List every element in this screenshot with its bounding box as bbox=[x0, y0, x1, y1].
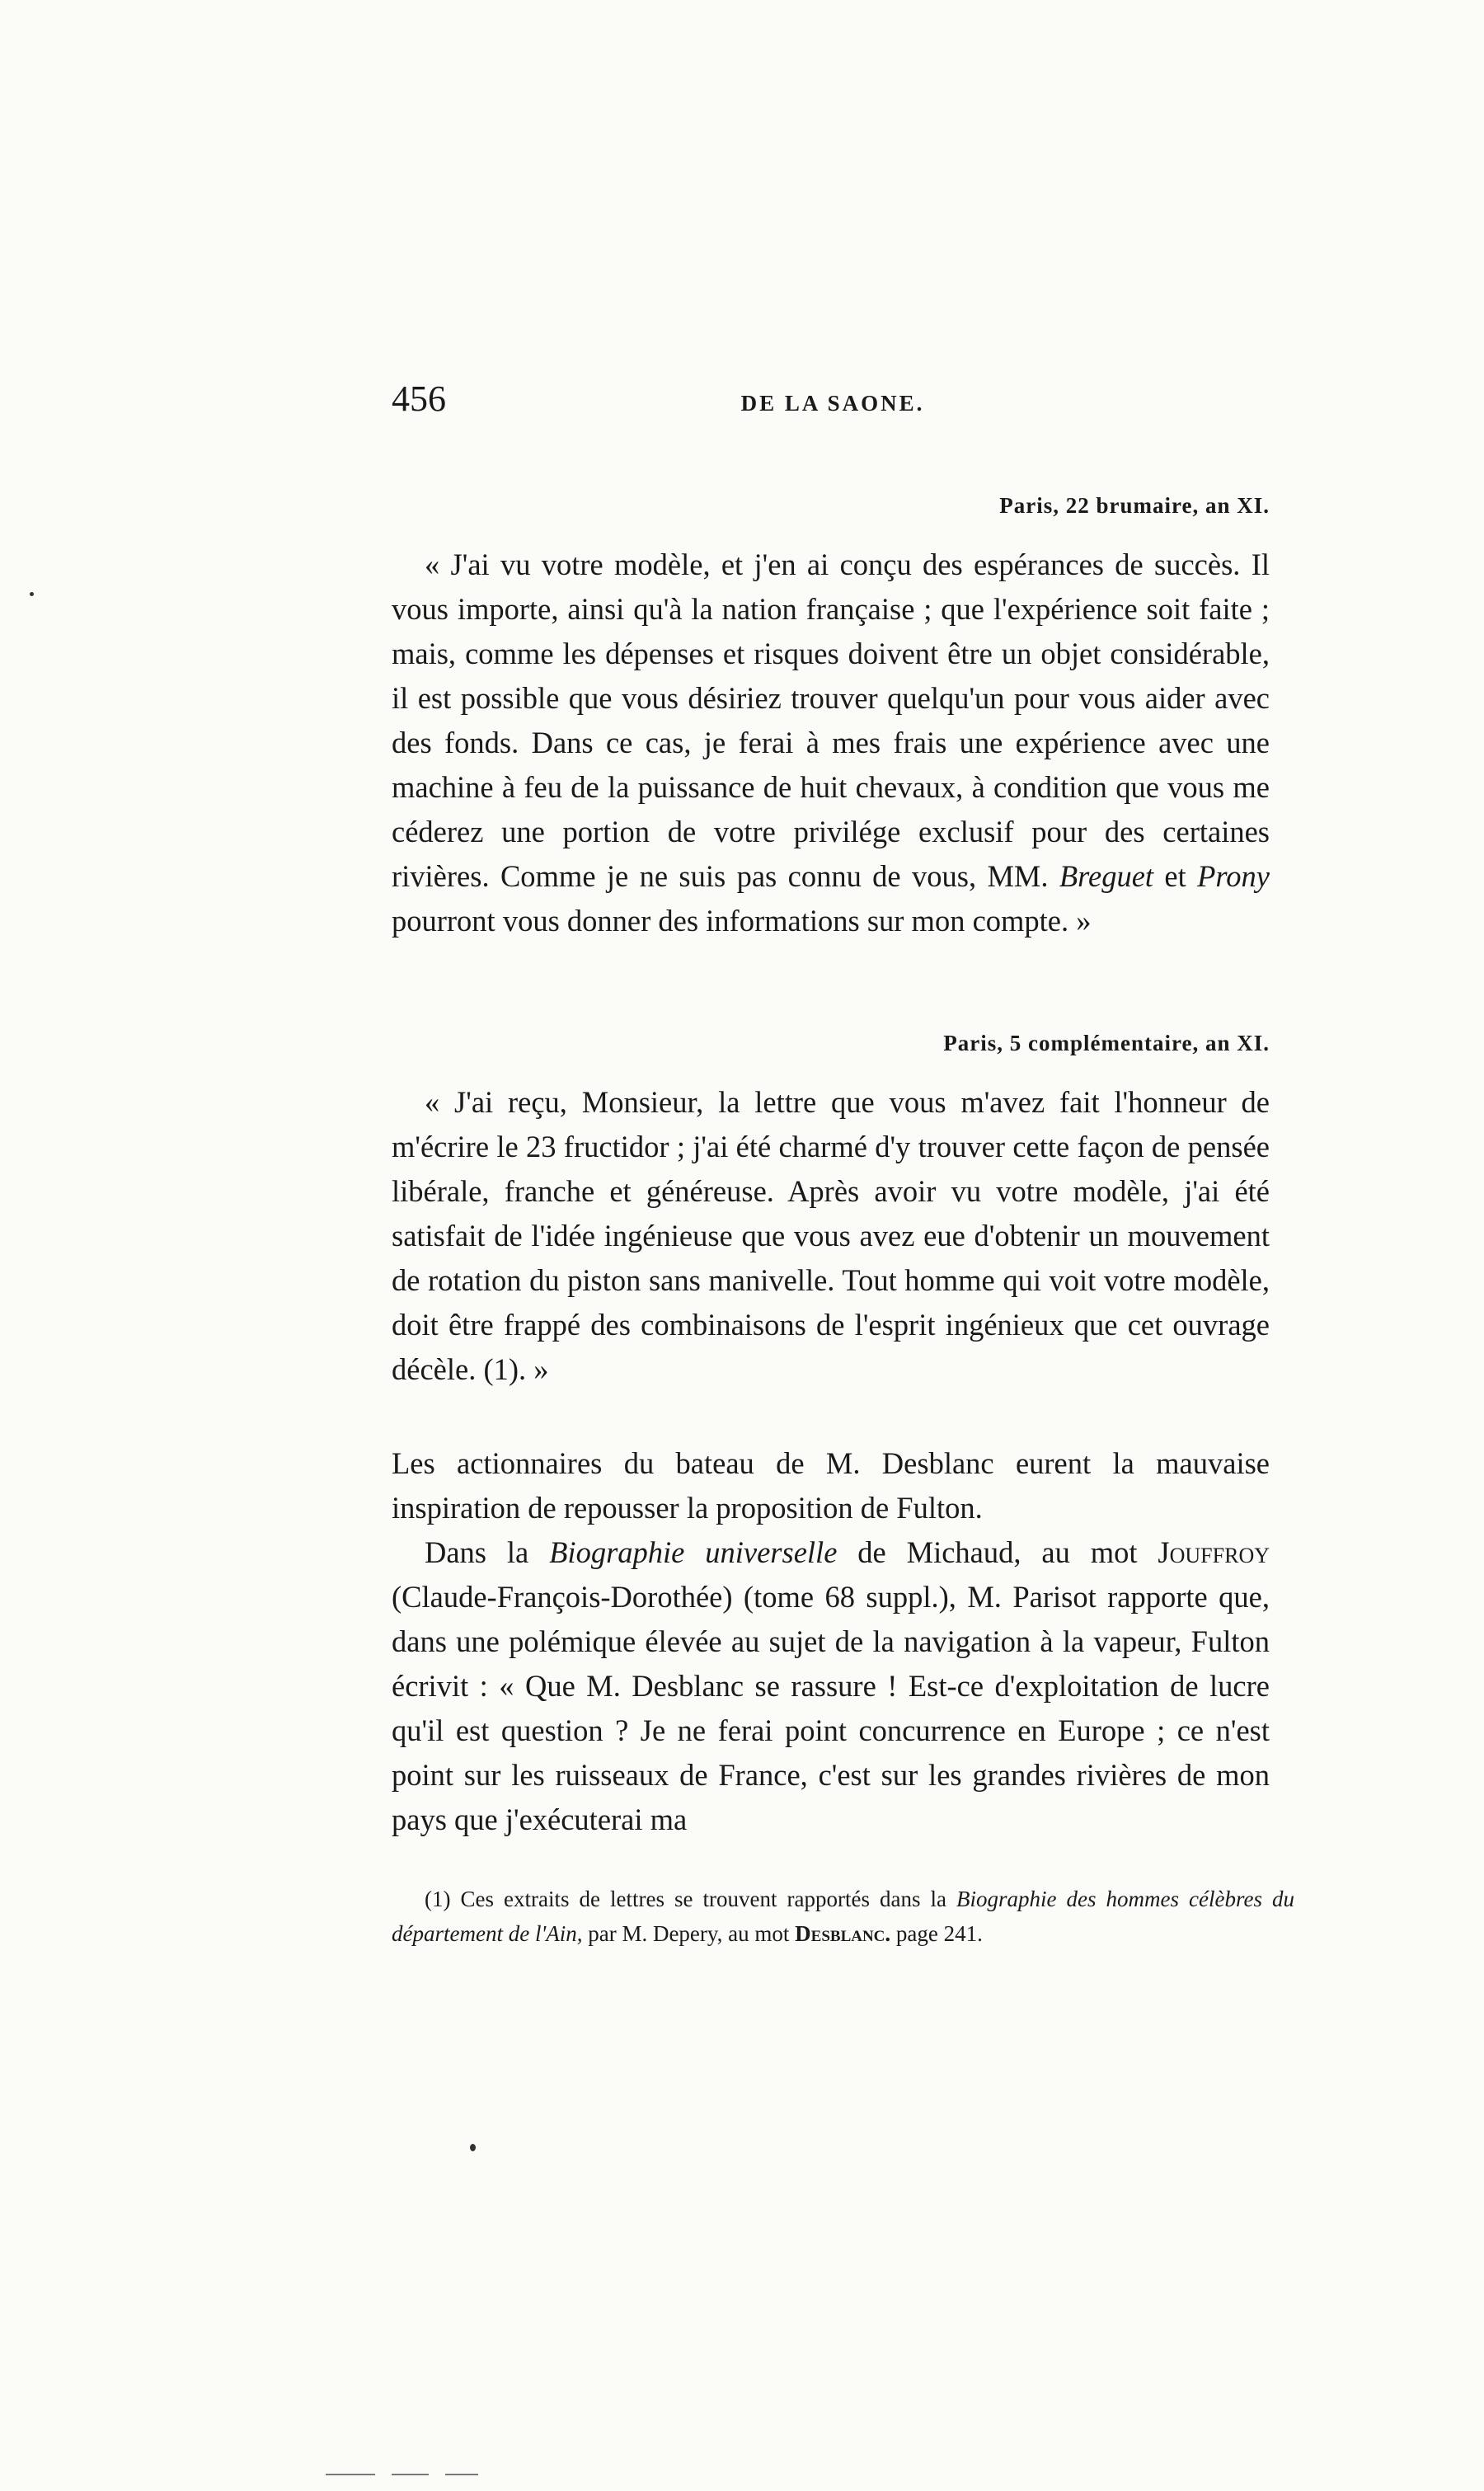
scan-edge-mark bbox=[326, 2474, 375, 2475]
name-prony: Prony bbox=[1197, 859, 1270, 893]
letter1-body bbox=[392, 543, 1270, 943]
letter1-text-end: pourront vous donner des informations sur mon compte. » bbox=[392, 904, 1092, 938]
footnote-text-start: Ces extraits de lettres se trouvent rapportés dans la bbox=[450, 1887, 956, 1911]
letter1-text: « J'ai vu votre modèle, et j'en ai conçu des espérances de succès. Il vous importe, ainsi qu'à la nation française ; que l'expérience soit faite ; mais, comme les dépenses et risques doivent être un objet considérable, il est possible que vous désiriez trouver quelqu'un pour vous aider avec des fonds. Dans ce cas, je ferai à mes frais une expérience avec une machine à feu de la puissance de huit chevaux, à condition que vous me céderez une portion de votre privilége exclusif pour des certaines rivières. Comme je ne suis pas connu de vous, MM. bbox=[392, 548, 1270, 893]
footnote-text-mid: par M. Depery, au mot bbox=[582, 1921, 796, 1946]
letter2-text: « J'ai reçu, Monsieur, la lettre que vous m'avez fait l'honneur de m'écrire le 23 fructidor ; j'ai été charmé d'y trouver cette façon de pensée libérale, franche et généreuse. Après avoir vu votre modèle, j'ai été satisfait de l'idée ingénieuse que vous avez eue d'obtenir un mouvement de rotation du piston sans manivelle. Tout homme qui voit votre modèle, doit être frappé des combinaisons de l'esprit ingénieux que cet ouvrage décèle. (1). » bbox=[392, 1085, 1270, 1386]
letter2-dateline: Paris, 5 complémentaire, an XI. bbox=[943, 1031, 1270, 1055]
narrative bbox=[392, 1441, 1270, 1842]
narrative-para2 bbox=[392, 1530, 1270, 1842]
ink-speck bbox=[30, 592, 34, 596]
para2-rest: (Claude-François-Dorothée) (tome 68 suppl.), M. Parisot rapporte que, dans une polémique élevée au sujet de la navigation à la vapeur, Fulton écrivit : « Que M. Desblanc se rassure ! Est-ce d'exploitation de lucre qu'il est question ? Je ne ferai point concurrence en Europe ; ce n'est point sur les ruisseaux de France, c'est sur les grandes rivières de mon pays que j'exécuterai ma bbox=[392, 1580, 1270, 1836]
scan-edge-mark bbox=[445, 2474, 478, 2475]
footnote bbox=[392, 1882, 1294, 1951]
page-number: 456 bbox=[392, 378, 446, 419]
page-header bbox=[392, 378, 1274, 427]
footnote-text-end: page 241. bbox=[890, 1921, 983, 1946]
title-biographie-universelle: Biographie universelle bbox=[549, 1535, 838, 1569]
footnote-marker: (1) bbox=[425, 1887, 451, 1911]
ink-speck bbox=[470, 2144, 476, 2151]
narrative-para1: Les actionnaires du bateau de M. Desblanc eurent la mauvaise inspiration de repousser la proposition de Fulton. bbox=[392, 1446, 1270, 1525]
letter1-dateline: Paris, 22 brumaire, an XI. bbox=[999, 493, 1270, 518]
running-title: DE LA SAONE. bbox=[740, 391, 925, 416]
conjunction: et bbox=[1153, 859, 1198, 893]
name-jouffroy: Jouffroy bbox=[1158, 1535, 1270, 1569]
footnote-name: Desblanc. bbox=[795, 1921, 891, 1946]
name-breguet: Breguet bbox=[1059, 859, 1154, 893]
para2-start: Dans la bbox=[425, 1535, 550, 1569]
letter2-body bbox=[392, 1080, 1270, 1392]
footnote-title: Biographie des hommes célèbres du département de l'Ain, bbox=[392, 1887, 1294, 1946]
scan-edge-mark bbox=[392, 2474, 429, 2475]
para2-mid: de Michaud, au mot bbox=[837, 1535, 1158, 1569]
